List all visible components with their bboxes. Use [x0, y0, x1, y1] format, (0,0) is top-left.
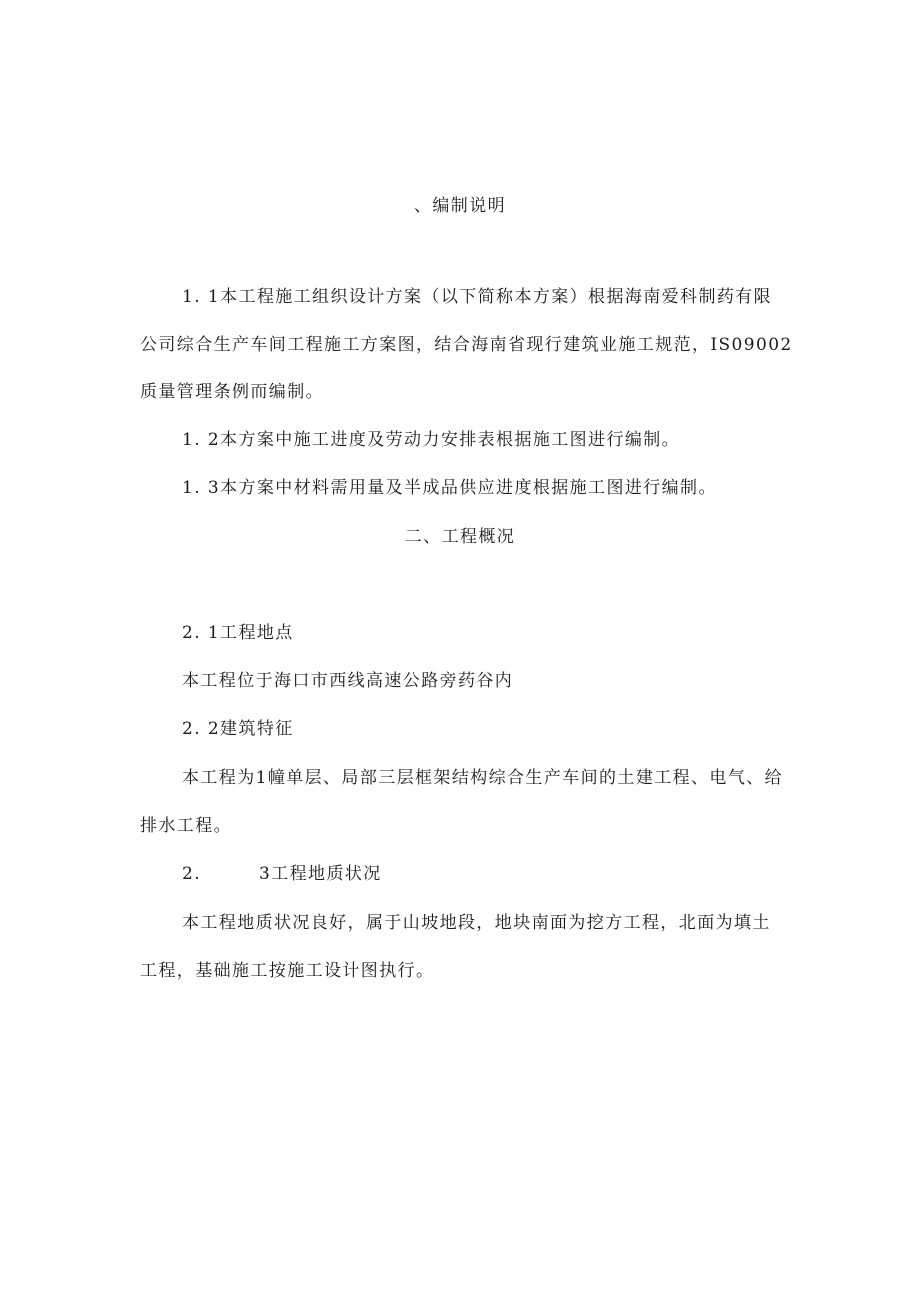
paragraph-2: 1. 2本方案中施工进度及劳动力安排表根据施工图进行编制。: [182, 430, 681, 450]
subsection-2-3-text-line-1: 本工程地质状况良好，属于山坡地段，地块南面为挖方工程，北面为填土: [182, 913, 771, 933]
subsection-2-2-title: 2. 2建筑特征: [182, 719, 294, 739]
subsection-2-2-text-line-1: 本工程为1幢单层、局部三层框架结构综合生产车间的土建工程、电气、给: [182, 768, 784, 788]
paragraph-3: 1. 3本方案中材料需用量及半成品供应进度根据施工图进行编制。: [182, 478, 717, 498]
paragraph-1-line-3: 质量管理条例而编制。: [140, 382, 324, 402]
subsection-2-3-title-text: 3工程地质状况: [259, 864, 382, 884]
paragraph-1-line-2: 公司综合生产车间工程施工方案图，结合海南省现行建筑业施工规范，IS09002: [140, 335, 793, 355]
paragraph-1-line-1: 1. 1本工程施工组织设计方案（以下简称本方案）根据海南爱科制药有限: [182, 287, 773, 307]
subsection-2-1-text: 本工程位于海口市西线高速公路旁药谷内: [182, 671, 514, 691]
section1-heading: 、编制说明: [414, 196, 506, 216]
subsection-2-1-title: 2. 1工程地点: [182, 623, 294, 643]
subsection-2-3-title: [182, 862, 382, 886]
subsection-2-2-text-line-2: 排水工程。: [140, 816, 232, 836]
subsection-2-3-number: 2.: [182, 864, 202, 884]
section2-heading: 二、工程概况: [404, 527, 516, 547]
subsection-2-3-text-line-2: 工程，基础施工按施工设计图执行。: [140, 961, 435, 981]
